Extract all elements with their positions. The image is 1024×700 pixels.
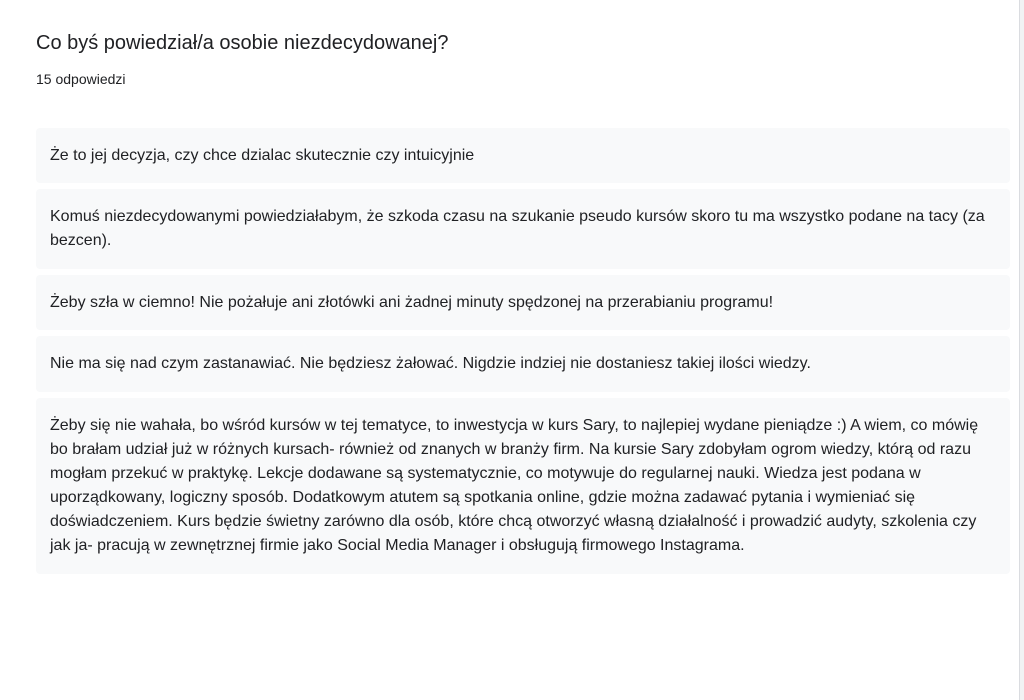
responses-list (36, 128, 1010, 580)
question-title: Co byś powiedział/a osobie niezdecydowanej? (36, 32, 449, 54)
response-item: Żeby się nie wahała, bo wśród kursów w tej tematyce, to inwestycja w kurs Sary, to najlepiej wydane pieniądze :) A wiem, co mówię bo brałam udział już w różnych kursach- również od znanych w branży firm. Na kursie Sary zdobyłam ogrom wiedzy, którą od razu mogłam przekuć w praktykę. Lekcje dodawane są systematycznie, co motywuje do regularnej nauki. Wiedza jest podana w uporządkowany, logiczny sposób. Dodatkowym atutem są spotkania online, gdzie można zadawać pytania i wymieniać się doświadczeniem. Kurs będzie świetny zarówno dla osób, które chcą otworzyć własną działalność i prowadzić audyty, szkolenia czy jak ja- pracują w zewnętrznej firmie jako Social Media Manager i obsługują firmowego Instagrama. (36, 398, 1010, 574)
response-item: Nie ma się nad czym zastanawiać. Nie będziesz żałować. Nigdzie indziej nie dostaniesz takiej ilości wiedzy. (36, 336, 1010, 392)
response-count: 15 odpowiedzi (36, 71, 126, 87)
response-item: Że to jej decyzja, czy chce dzialac skutecznie czy intuicyjnie (36, 128, 1010, 183)
response-item: Żeby szła w ciemno! Nie pożałuje ani złotówki ani żadnej minuty spędzonej na przerabianiu programu! (36, 275, 1010, 330)
response-item: Komuś niezdecydowanymi powiedziałabym, że szkoda czasu na szukanie pseudo kursów skoro tu ma wszystko podane na tacy (za bezcen). (36, 189, 1010, 269)
